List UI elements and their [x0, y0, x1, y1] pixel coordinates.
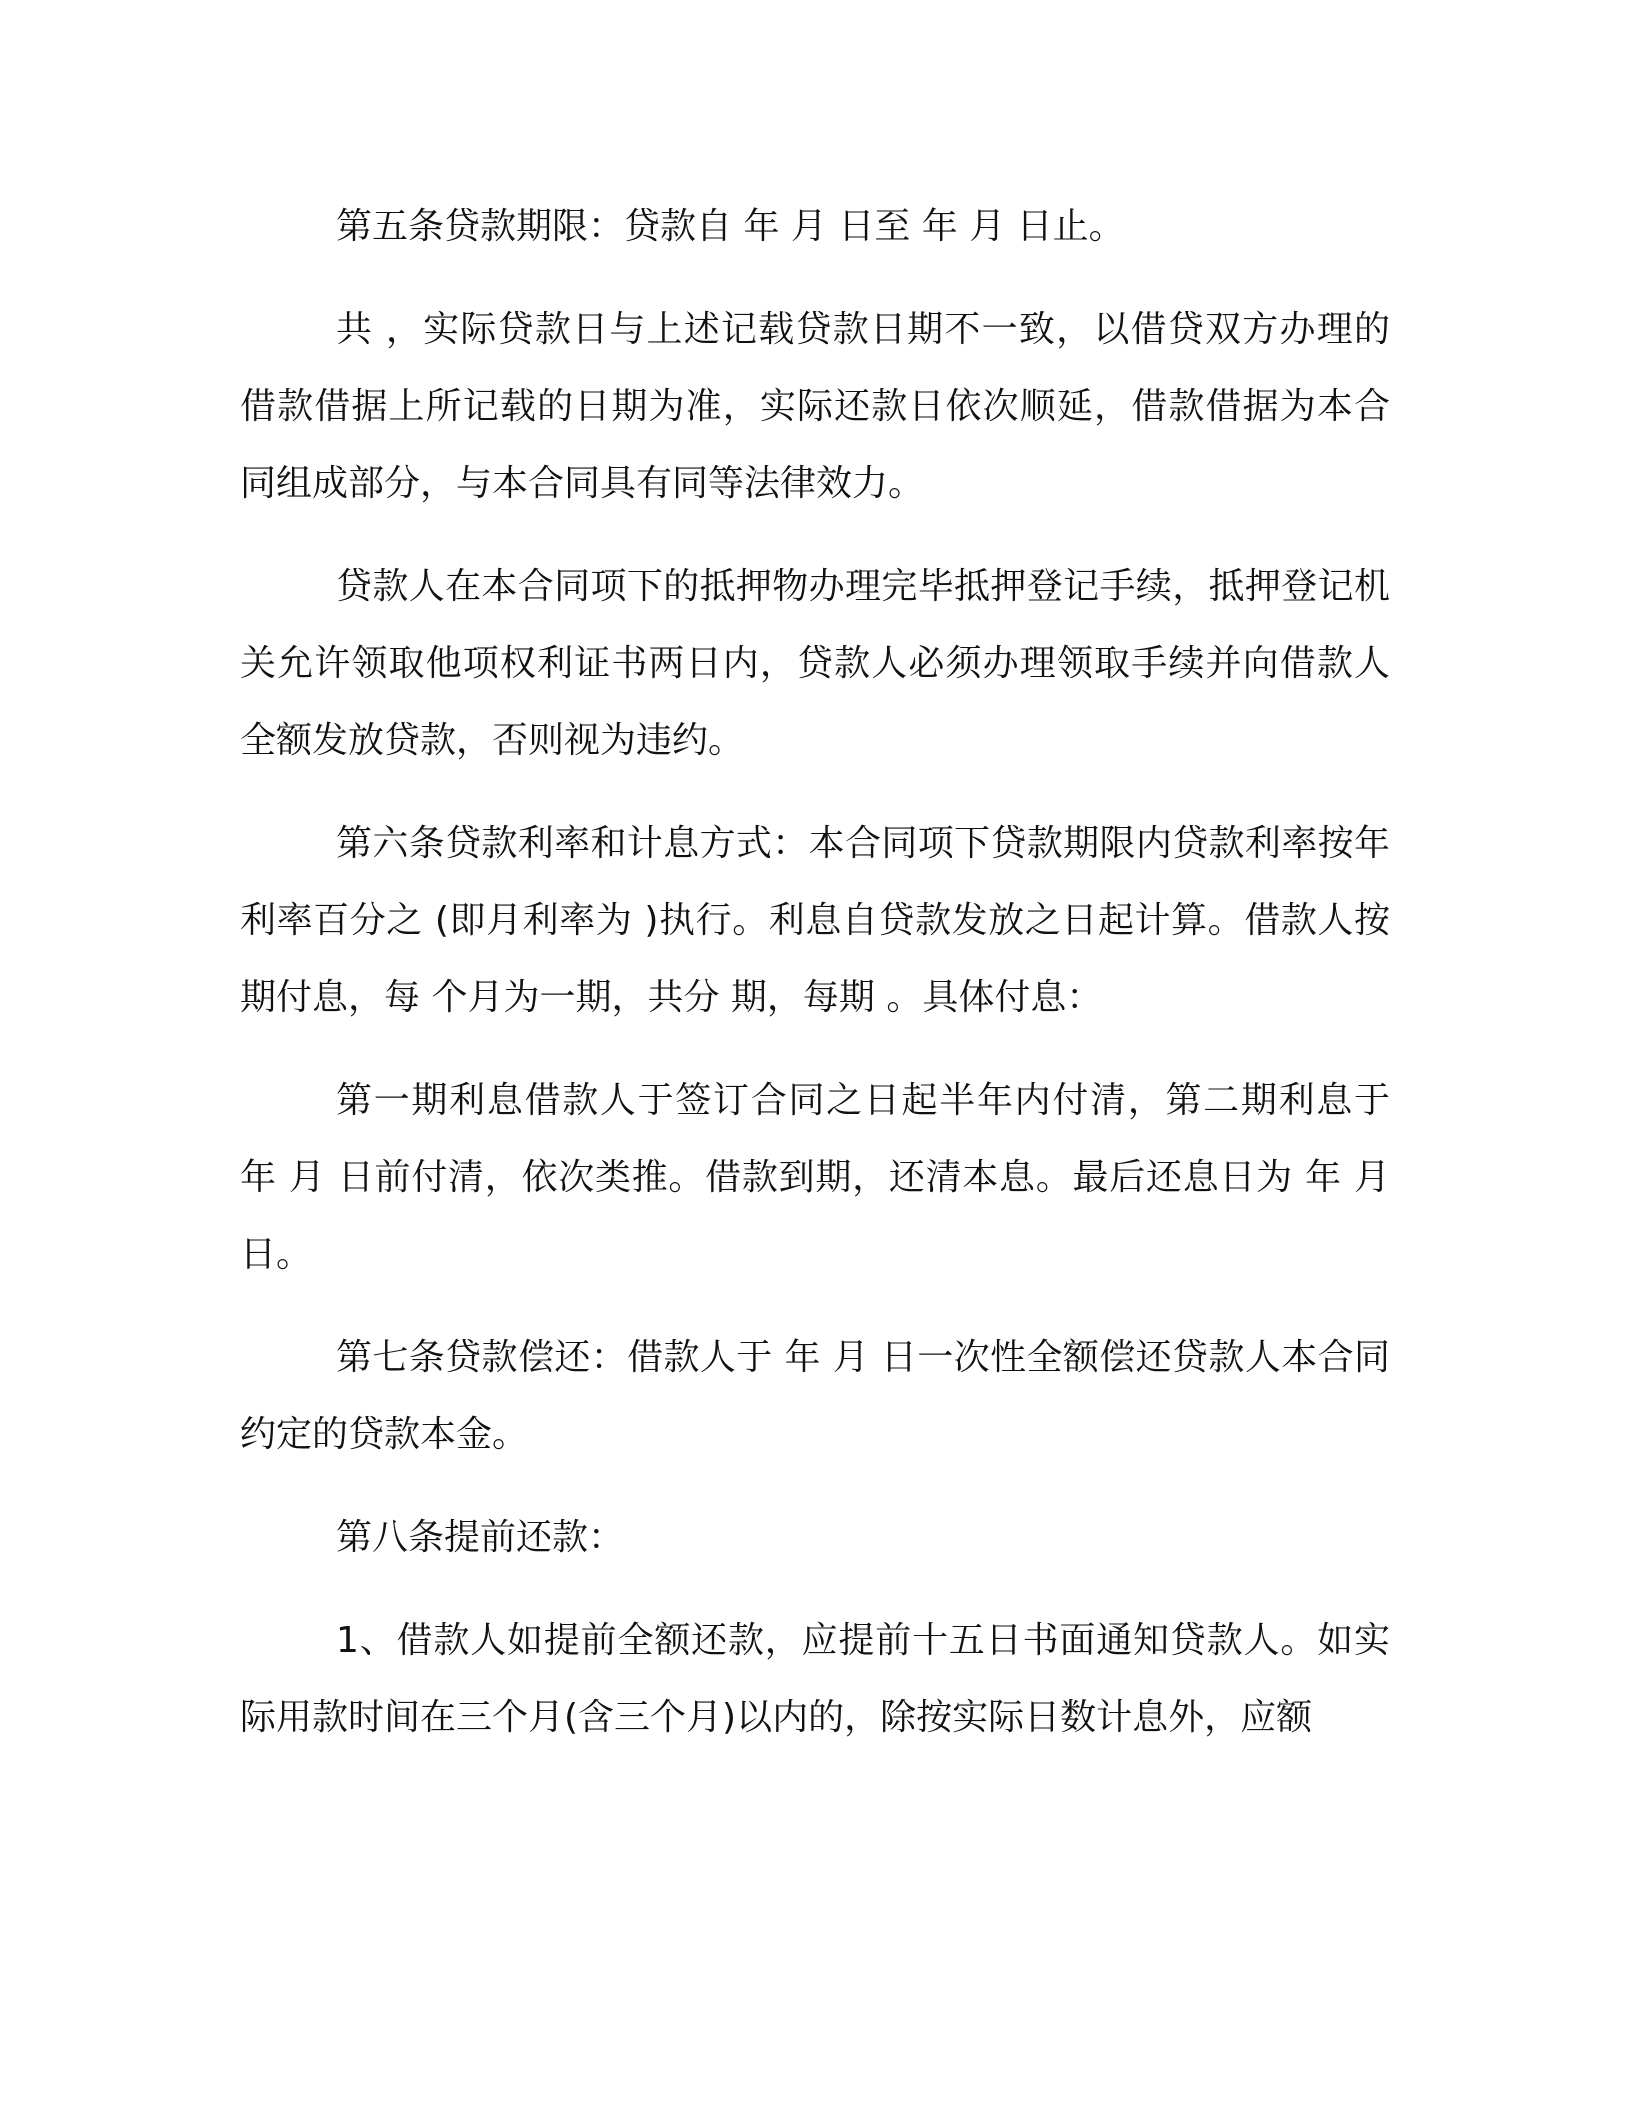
- document-body: [240, 188, 1390, 1782]
- paragraph-mortgage-disbursement: 贷款人在本合同项下的抵押物办理完毕抵押登记手续，抵押登记机关允许领取他项权利证书两日内，贷款人必须办理领取手续并向借款人全额发放贷款，否则视为违约。: [240, 566, 1390, 761]
- paragraph-loan-date-note: 共 ，实际贷款日与上述记载贷款日期不一致，以借贷双方办理的借款借据上所记载的日期为准，实际还款日依次顺延，借款借据为本合同组成部分，与本合同具有同等法律效力。: [240, 309, 1390, 504]
- paragraph-prepayment-clause-1: 1、借款人如提前全额还款，应提前十五日书面通知贷款人。如实际用款时间在三个月(含三个月)以内的，除按实际日数计息外，应额: [240, 1620, 1390, 1738]
- paragraph-article-5-term: 第五条贷款期限：贷款自 年 月 日至 年 月 日止。: [336, 206, 1125, 247]
- paragraph-article-6-interest: 第六条贷款利率和计息方式：本合同项下贷款期限内贷款利率按年利率百分之 (即月利率为 )执行。利息自贷款发放之日起计算。借款人按期付息，每 个月为一期，共分 期，每期 。具体付息：: [240, 823, 1390, 1018]
- paragraph-article-8-heading: 第八条提前还款：: [336, 1517, 625, 1558]
- paragraph-article-7-repayment: 第七条贷款偿还：借款人于 年 月 日一次性全额偿还贷款人本合同约定的贷款本金。: [240, 1337, 1390, 1455]
- paragraph-interest-schedule: 第一期利息借款人于签订合同之日起半年内付清，第二期利息于 年 月 日前付清，依次类推。借款到期，还清本息。最后还息日为 年 月 日。: [240, 1080, 1390, 1275]
